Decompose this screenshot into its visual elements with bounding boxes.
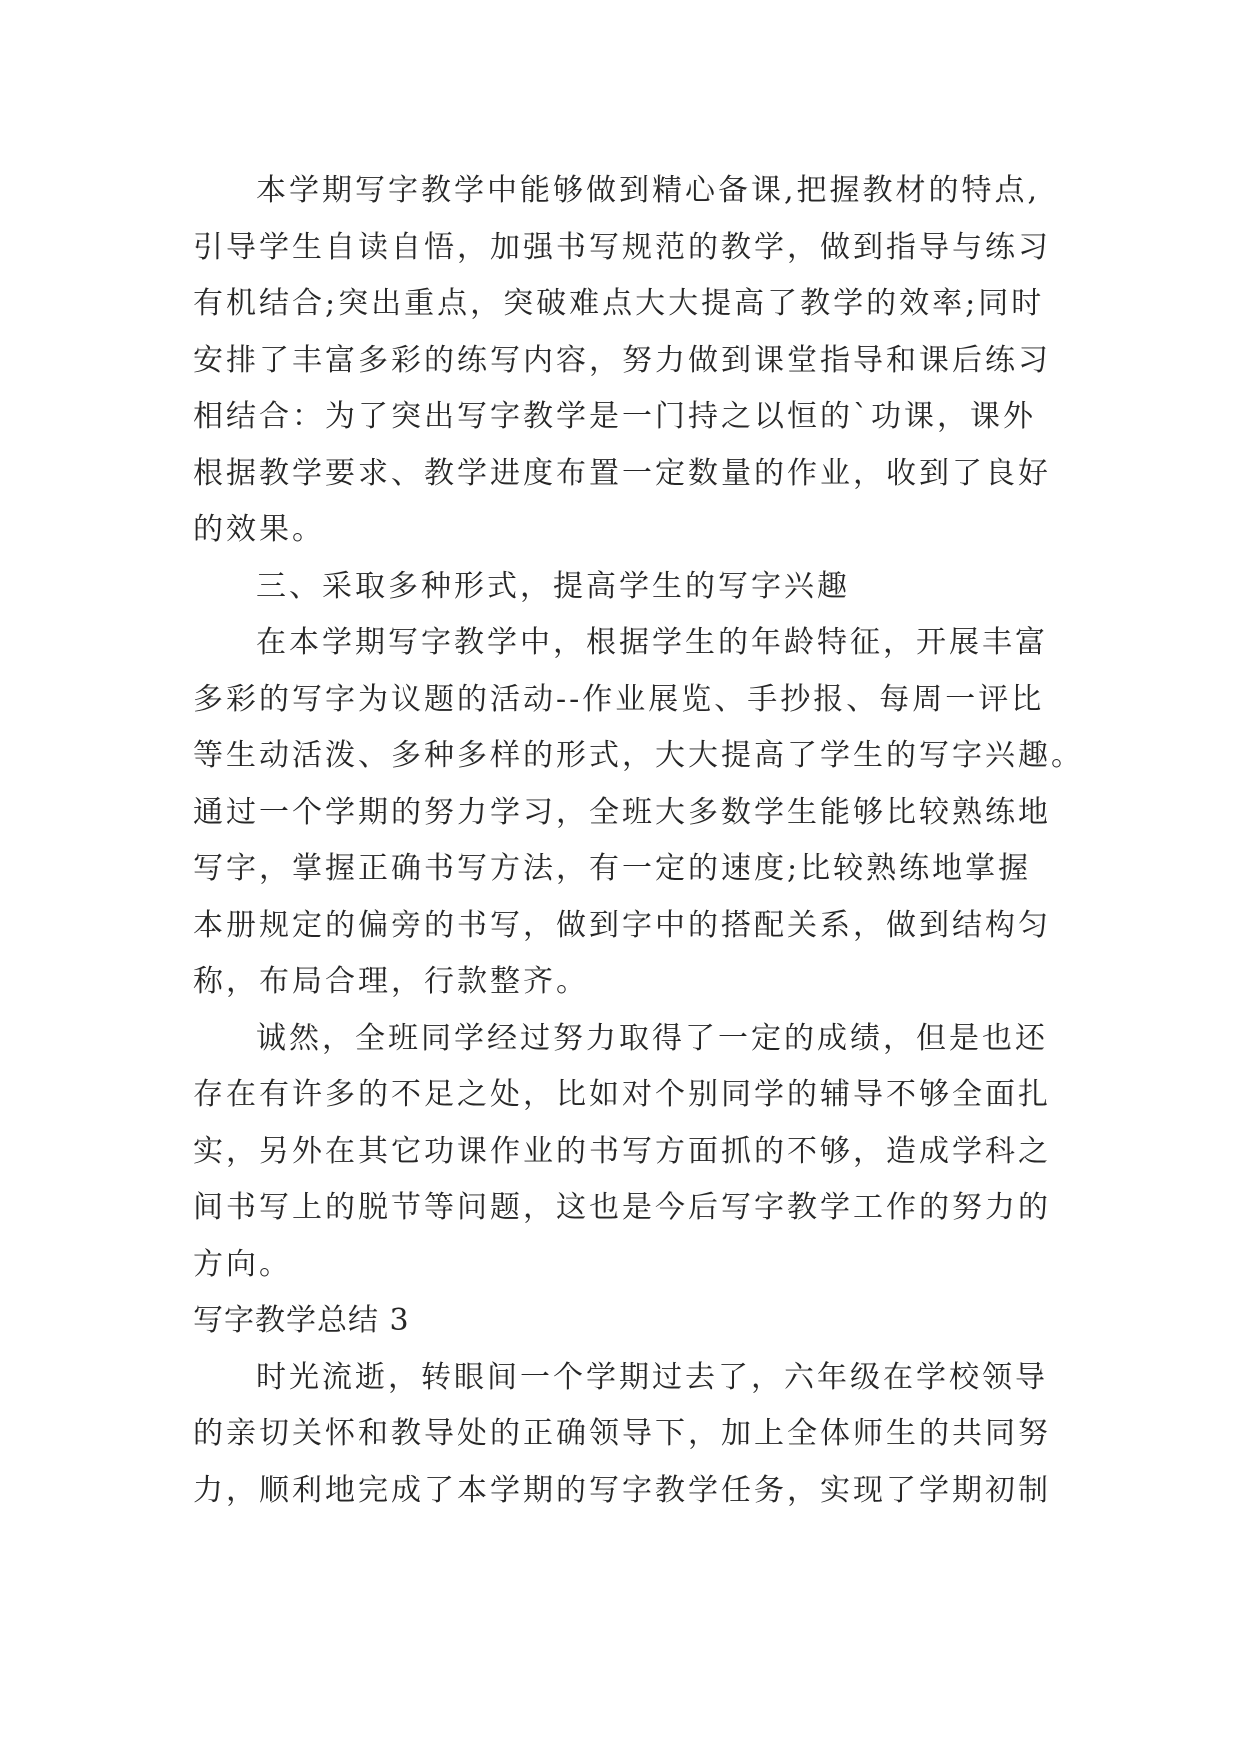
text-line: 引导学生自读自悟，加强书写规范的教学，做到指导与练习 (193, 229, 1051, 265)
text-line: 三、采取多种形式，提高学生的写字兴趣 (256, 568, 850, 604)
text-line: 的亲切关怀和教导处的正确领导下，加上全体师生的共同努 (193, 1416, 1051, 1451)
text-line: 安排了丰富多彩的练写内容，努力做到课堂指导和课后练习 (193, 342, 1051, 378)
section-heading: 写字教学总结 3 (193, 1303, 410, 1338)
document-body (193, 163, 1084, 1519)
text-line: 时光流逝，转眼间一个学期过去了，六年级在学校领导 (256, 1359, 1048, 1395)
text-line: 等生动活泼、多种多样的形式，大大提高了学生的写字兴趣。 (193, 738, 1084, 773)
text-line: 根据教学要求、教学进度布置一定数量的作业，收到了良好 (193, 455, 1051, 491)
text-line: 本册规定的偏旁的书写，做到字中的搭配关系，做到结构匀 (193, 907, 1051, 943)
text-line: 本学期写字教学中能够做到精心备课,把握教材的特点, (256, 173, 1041, 208)
text-line: 有机结合;突出重点，突破难点大大提高了教学的效率;同时 (193, 286, 1045, 321)
text-line: 诚然，全班同学经过努力取得了一定的成绩，但是也还 (256, 1020, 1048, 1056)
text-line: 写字，掌握正确书写方法，有一定的速度;比较熟练地掌握 (193, 851, 1032, 886)
text-line: 的效果。 (193, 512, 325, 547)
text-line: 间书写上的脱节等问题，这也是今后写字教学工作的努力的 (193, 1190, 1051, 1225)
text-line: 方向。 (193, 1246, 292, 1282)
text-line: 存在有许多的不足之处，比如对个别同学的辅导不够全面扎 (193, 1077, 1051, 1112)
text-line: 在本学期写字教学中，根据学生的年龄特征，开展丰富 (256, 625, 1048, 660)
text-line: 通过一个学期的努力学习，全班大多数学生能够比较熟练地 (193, 794, 1051, 830)
text-line: 实，另外在其它功课作业的书写方面抓的不够，造成学科之 (193, 1133, 1051, 1169)
text-line: 多彩的写字为议题的活动--作业展览、手抄报、每周一评比 (193, 681, 1045, 717)
text-line: 相结合：为了突出写字教学是一门持之以恒的`功课，课外 (193, 399, 1036, 434)
text-line: 称，布局合理，行款整齐。 (193, 964, 589, 999)
text-line: 力，顺利地完成了本学期的写字教学任务，实现了学期初制 (193, 1472, 1051, 1508)
